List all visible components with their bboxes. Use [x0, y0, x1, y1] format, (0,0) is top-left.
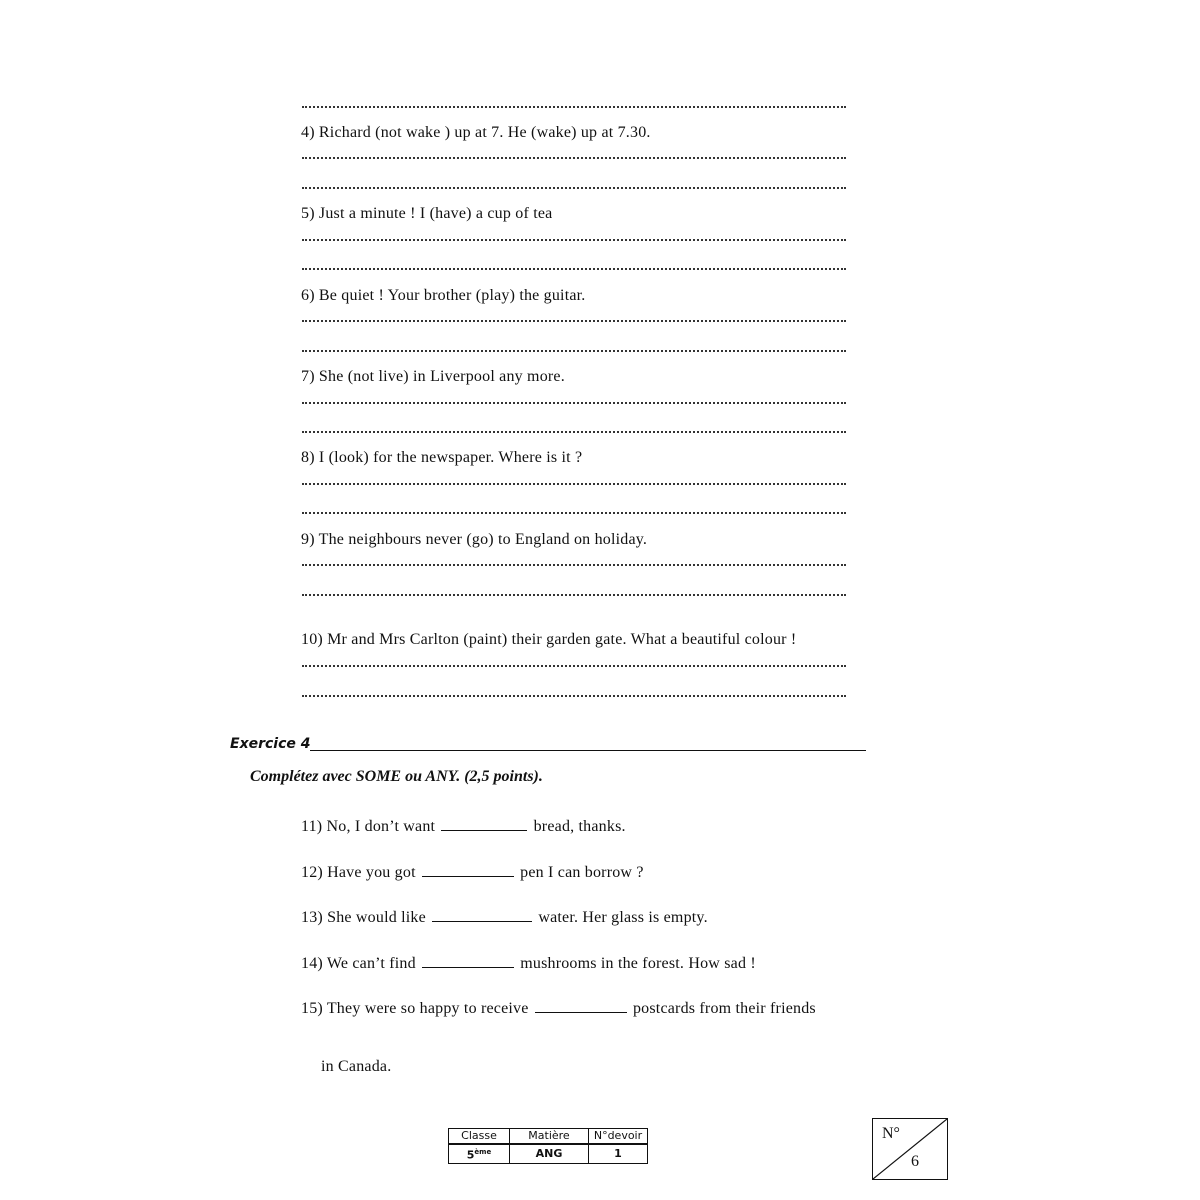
item-text-before: 15) They were so happy to receive [301, 1000, 529, 1017]
answer-dotted-line[interactable] [302, 431, 846, 433]
item-15-continuation: in Canada. [321, 1058, 392, 1075]
answer-blank[interactable] [432, 907, 532, 922]
classe-value [449, 1144, 510, 1163]
assignment-info-table [448, 1128, 648, 1164]
page-number: 6 [911, 1153, 919, 1170]
answer-dotted-line[interactable] [302, 483, 846, 485]
fill-blank-item-14 [301, 953, 756, 973]
sentence-item-10: 10) Mr and Mrs Carlton (paint) their garden gate. What a beautiful colour ! [301, 631, 797, 648]
answer-blank[interactable] [422, 953, 514, 968]
sentence-item-7: 7) She (not live) in Liverpool any more. [301, 368, 565, 385]
answer-dotted-line[interactable] [302, 320, 846, 322]
exercise-title-rule [310, 750, 866, 751]
sentence-item-9: 9) The neighbours never (go) to England on holiday. [301, 531, 648, 548]
answer-dotted-line[interactable] [302, 268, 846, 270]
fill-blank-item-11 [301, 816, 626, 836]
answer-blank[interactable] [422, 862, 514, 877]
item-text-before: 12) Have you got [301, 864, 416, 881]
answer-dotted-line[interactable] [302, 239, 846, 241]
item-text-after: postcards from their friends [632, 1000, 816, 1017]
answer-dotted-line[interactable] [302, 350, 846, 352]
fill-blank-item-13 [301, 907, 708, 927]
exercise-4-instruction: Complétez avec SOME ou ANY. (2,5 points). [250, 768, 543, 785]
classe-number: 5 [466, 1148, 475, 1162]
answer-dotted-line[interactable] [302, 157, 846, 159]
answer-dotted-line[interactable] [302, 512, 846, 514]
item-text-before: 14) We can’t find [301, 955, 416, 972]
page-number-box [872, 1118, 948, 1180]
answer-dotted-line[interactable] [302, 594, 846, 596]
devoir-value: 1 [589, 1144, 648, 1163]
number-label: N° [882, 1125, 900, 1142]
item-text-before: 11) No, I don’t want [301, 818, 436, 835]
item-text-before: 13) She would like [301, 909, 426, 926]
fill-blank-item-15 [301, 998, 816, 1018]
item-text-after: pen I can borrow ? [520, 864, 644, 881]
answer-blank[interactable] [441, 816, 527, 831]
sentence-item-5: 5) Just a minute ! I (have) a cup of tea [301, 205, 553, 222]
answer-dotted-line[interactable] [302, 665, 846, 667]
answer-dotted-line[interactable] [302, 402, 846, 404]
sentence-item-8: 8) I (look) for the newspaper. Where is it ? [301, 449, 583, 466]
fill-blank-item-12 [301, 862, 644, 882]
classe-suffix: ème [474, 1148, 492, 1156]
header-devoir: N°devoir [589, 1129, 648, 1145]
header-matiere: Matière [510, 1129, 589, 1145]
exercise-4-title: Exercice 4 [230, 736, 311, 752]
answer-dotted-line[interactable] [302, 695, 846, 697]
item-text-after: water. Her glass is empty. [538, 909, 708, 926]
answer-dotted-line[interactable] [302, 564, 846, 566]
matiere-value: ANG [510, 1144, 589, 1163]
header-classe: Classe [449, 1129, 510, 1145]
item-text-after: bread, thanks. [533, 818, 626, 835]
sentence-item-6: 6) Be quiet ! Your brother (play) the guitar. [301, 287, 586, 304]
item-text-after: mushrooms in the forest. How sad ! [520, 955, 756, 972]
sentence-item-4: 4) Richard (not wake ) up at 7. He (wake) up at 7.30. [301, 124, 651, 141]
answer-blank[interactable] [535, 998, 627, 1013]
answer-dotted-line[interactable] [302, 106, 846, 108]
answer-dotted-line[interactable] [302, 187, 846, 189]
